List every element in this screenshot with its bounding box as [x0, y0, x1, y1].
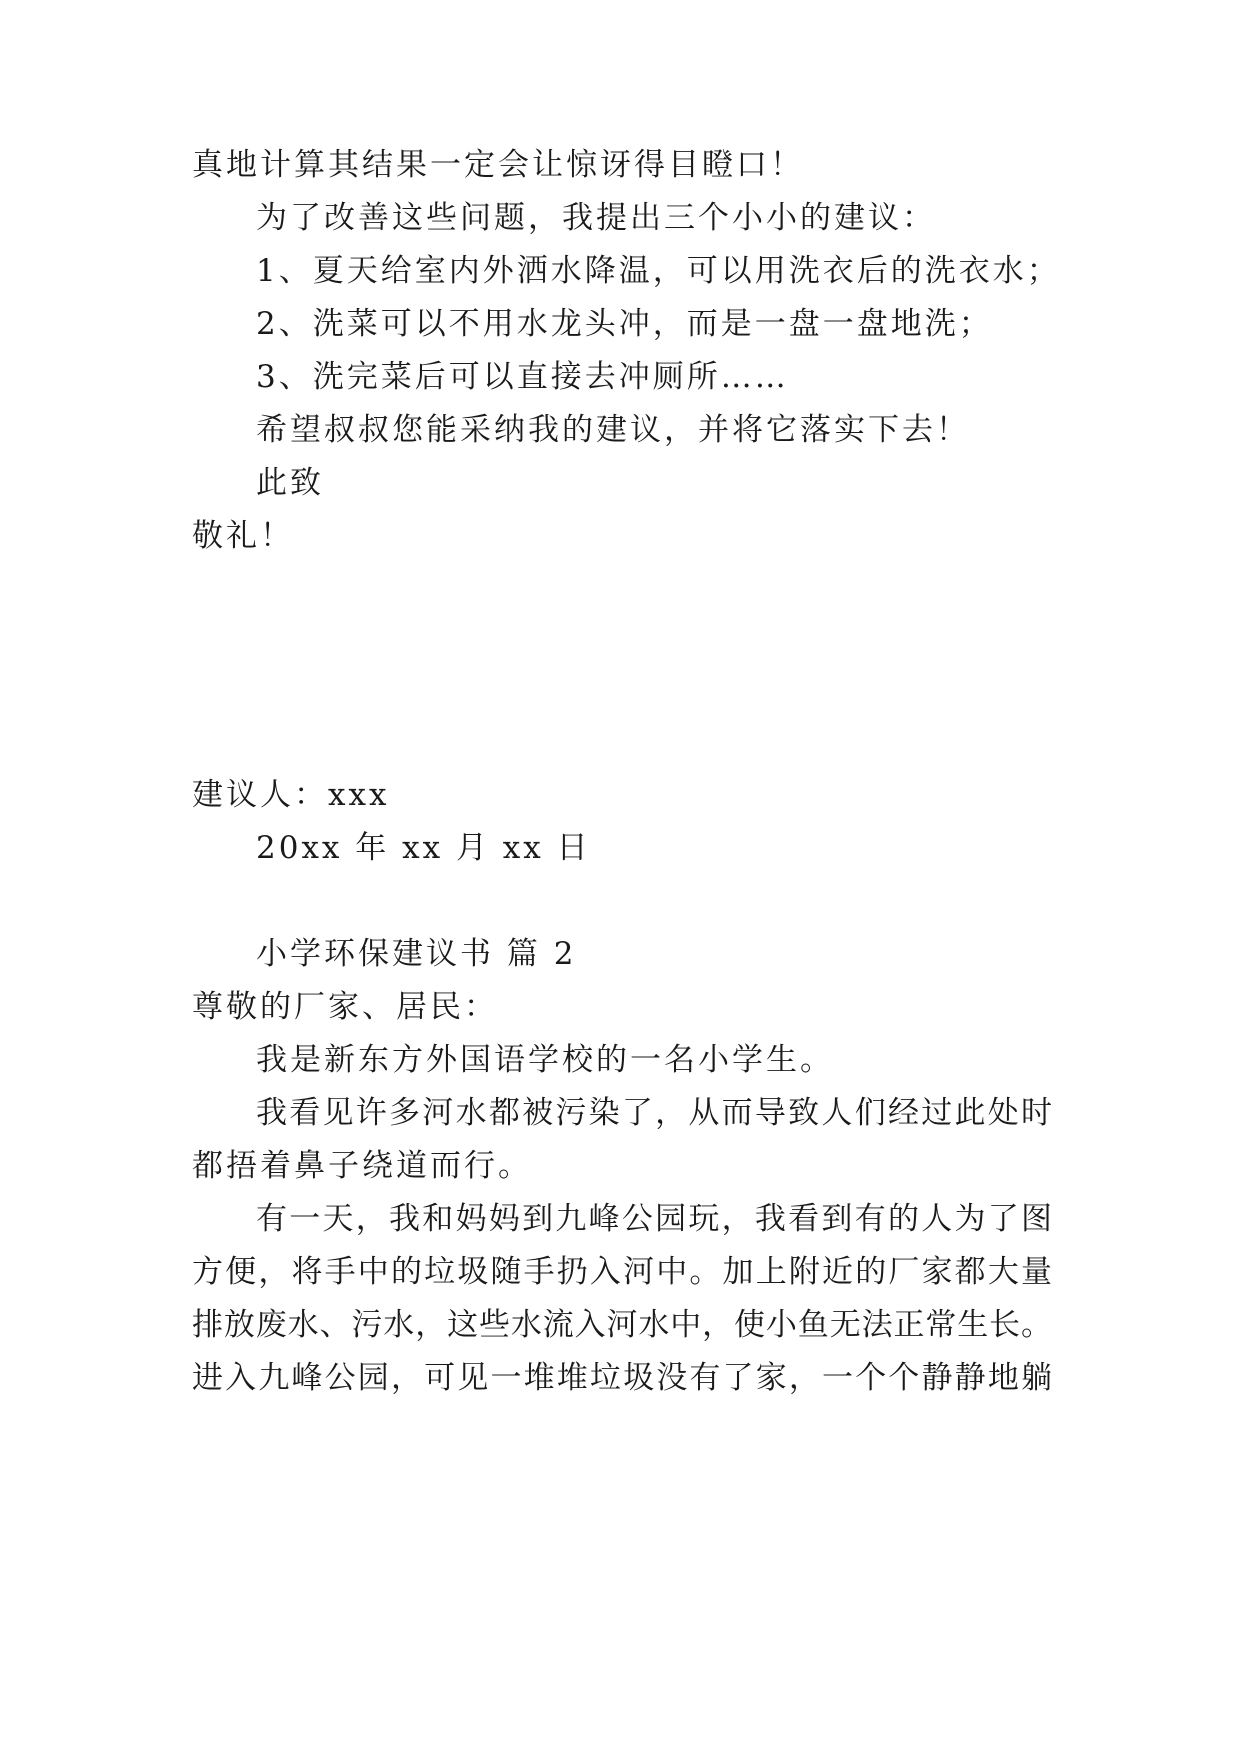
paragraph-line: 都捂着鼻子绕道而行。 [192, 1148, 532, 1184]
suggestion-item: 3、洗完菜后可以直接去冲厕所…… [256, 359, 789, 395]
paragraph-line: 我看见许多河水都被污染了，从而导致人们经过此处时 [256, 1095, 1052, 1131]
paragraph-line: 方便，将手中的垃圾随手扔入河中。加上附近的厂家都大量 [192, 1254, 1052, 1290]
suggestion-item: 2、洗菜可以不用水龙头冲，而是一盘一盘地洗； [256, 306, 993, 342]
paragraph-line: 有一天，我和妈妈到九峰公园玩，我看到有的人为了图 [256, 1201, 1052, 1237]
date-line: 20xx 年 xx 月 xx 日 [256, 830, 591, 866]
signer-line: 建议人：xxx [192, 777, 390, 813]
hope-line: 希望叔叔您能采纳我的建议，并将它落实下去！ [256, 412, 970, 448]
paragraph-line: 真地计算其结果一定会让惊讶得目瞪口！ [192, 147, 804, 183]
section-title: 小学环保建议书 篇 2 [256, 936, 577, 972]
salutation: 尊敬的厂家、居民： [192, 989, 498, 1025]
closing-greeting: 此致 [256, 465, 324, 501]
paragraph-line: 进入九峰公园，可见一堆堆垃圾没有了家，一个个静静地躺 [192, 1360, 1052, 1396]
closing-salute: 敬礼！ [192, 518, 294, 554]
suggestion-item: 1、夏天给室内外洒水降温，可以用洗衣后的洗衣水； [256, 253, 1061, 289]
paragraph-line: 我是新东方外国语学校的一名小学生。 [256, 1042, 834, 1078]
suggestion-intro: 为了改善这些问题，我提出三个小小的建议： [256, 200, 936, 236]
paragraph-line: 排放废水、污水，这些水流入河水中，使小鱼无法正常生长。 [192, 1307, 1052, 1343]
